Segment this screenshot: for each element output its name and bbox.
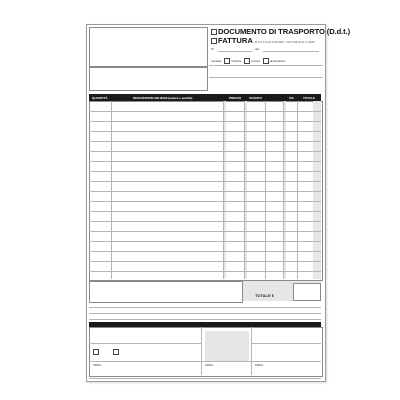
col-prezzo-header: PREZZO — [229, 95, 242, 100]
col-totale-header: TOTALE — [303, 95, 315, 100]
bottom-checkboxes — [93, 349, 120, 355]
firma-1: FIRMA — [93, 364, 102, 367]
bottom-checkbox-2[interactable] — [113, 349, 119, 355]
title-block — [211, 27, 350, 45]
col-desc-header: DESCRIZIONE DEI BENI (natura e qualità) — [133, 95, 193, 100]
numero-label: N° — [211, 47, 215, 51]
title-fattura: FATTURA (D.P.R. 472 del 14-08-1996 - D.P.R. 696 del 21-12-1996) — [211, 36, 350, 45]
col-sconto-header: SCONTO — [249, 95, 262, 100]
mittente-checkbox[interactable] — [224, 58, 230, 64]
totale-label: TOTALE € — [255, 293, 274, 298]
totale-value-box[interactable] — [293, 283, 321, 301]
destinatario-checkbox[interactable] — [263, 58, 269, 64]
firma-2: FIRMA — [205, 364, 214, 367]
firma-3: FIRMA — [255, 364, 264, 367]
destinatario-box — [89, 67, 208, 91]
notes-box — [89, 281, 243, 303]
causale-label: causale: — [211, 58, 223, 63]
title-ddt: DOCUMENTO DI TRASPORTO (D.d.t.) — [211, 27, 350, 36]
vettore-checkbox[interactable] — [244, 58, 250, 64]
bottom-checkbox-1[interactable] — [93, 349, 99, 355]
document-sheet — [86, 24, 351, 382]
causale-row: causale: mittente vettore destinatario — [211, 58, 286, 63]
col-qty-header: QUANTITÀ — [92, 95, 108, 100]
col-iva-header: IVA — [289, 95, 294, 100]
del-label: del — [255, 47, 260, 51]
title-ddt-checkbox[interactable] — [211, 29, 217, 35]
table-header — [89, 94, 321, 101]
title-fattura-checkbox[interactable] — [211, 38, 217, 44]
legal-reference: (D.P.R. 472 del 14-08-1996 - D.P.R. 696 del 21-12-1996) — [254, 41, 315, 44]
mittente-box — [89, 27, 208, 67]
